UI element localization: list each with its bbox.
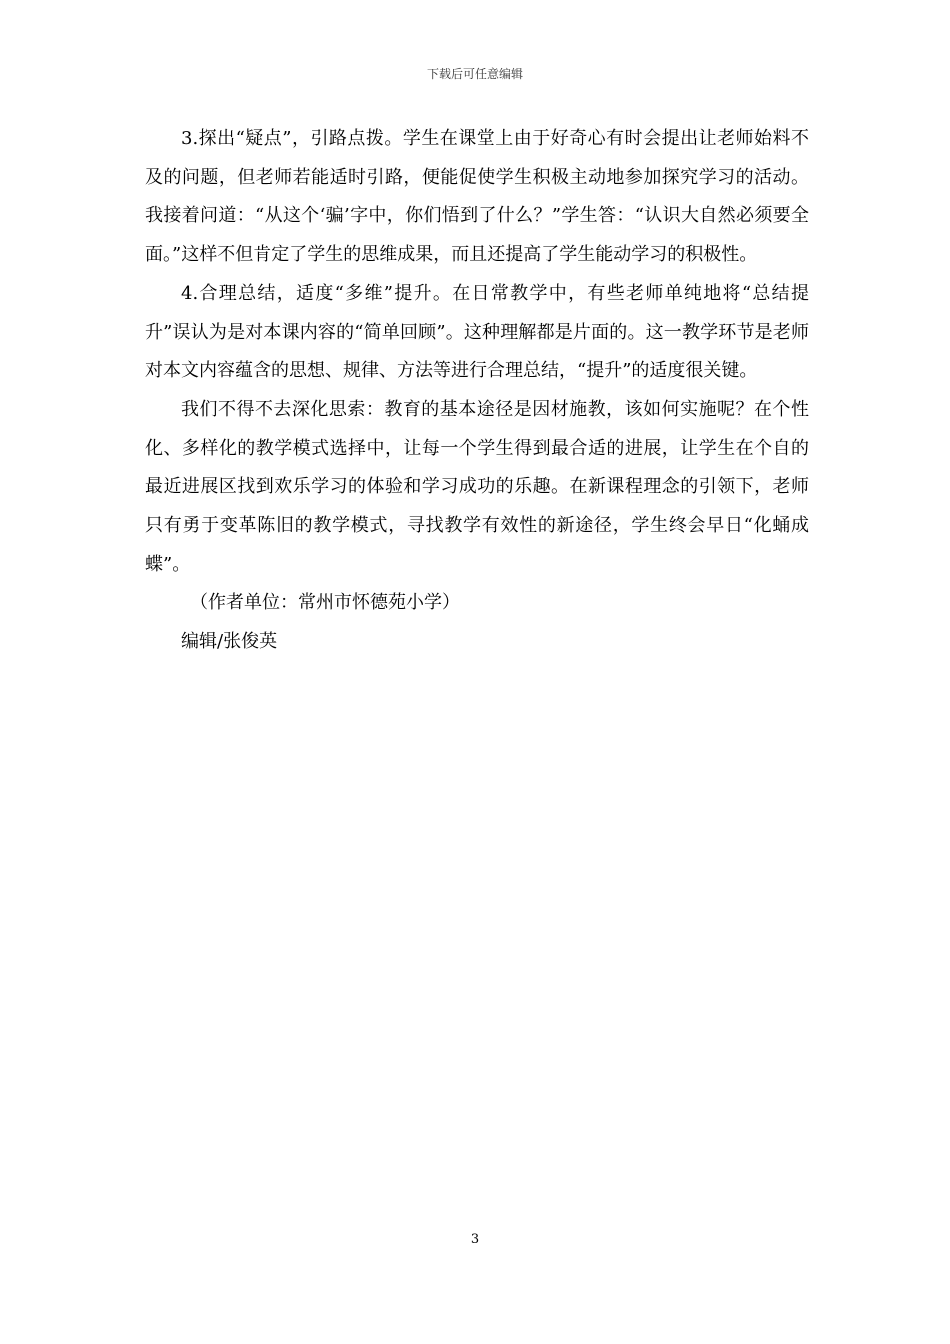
paragraph-explore-doubts: 3.探出“疑点”，引路点拨。学生在课堂上由于好奇心有时会提出让老师始料不及的问题，但老师若能适时引路，便能促使学生积极主动地参加探究学习的活动。我接着问道：“从这个‘骗’字中，你们悟到了什么？”学生答：“认识大自然必须要全面。”这样不但肯定了学生的思维成果，而且还提高了学生能动学习的积极性。 [145,128,809,266]
editor-credit: 编辑/张俊英 [181,631,278,653]
page-header: 下载后可任意编辑 [426,67,523,81]
document-body [145,120,809,662]
author-unit: （作者单位：常州市怀德苑小学） [190,592,460,614]
paragraph-deep-thinking: 我们不得不去深化思索：教育的基本途径是因材施教，该如何实施呢？在个性化、多样化的教学模式选择中，让每一个学生得到最合适的进展，让学生在个自的最近进展区找到欢乐学习的体验和学习成功的乐趣。在新课程理念的引领下，老师只有勇于变革陈旧的教学模式，寻找教学有效性的新途径，学生终会早日“化蛹成蝶”。 [145,398,809,575]
page-number: 3 [470,1232,480,1247]
paragraph-reasonable-summary: 4.合理总结，适度“多维”提升。在日常教学中，有些老师单纯地将“总结提升”误认为是对本课内容的“简单回顾”。这种理解都是片面的。这一教学环节是老师对本文内容蕴含的思想、规律、方法等进行合理总结，“提升”的适度很关键。 [145,282,809,382]
